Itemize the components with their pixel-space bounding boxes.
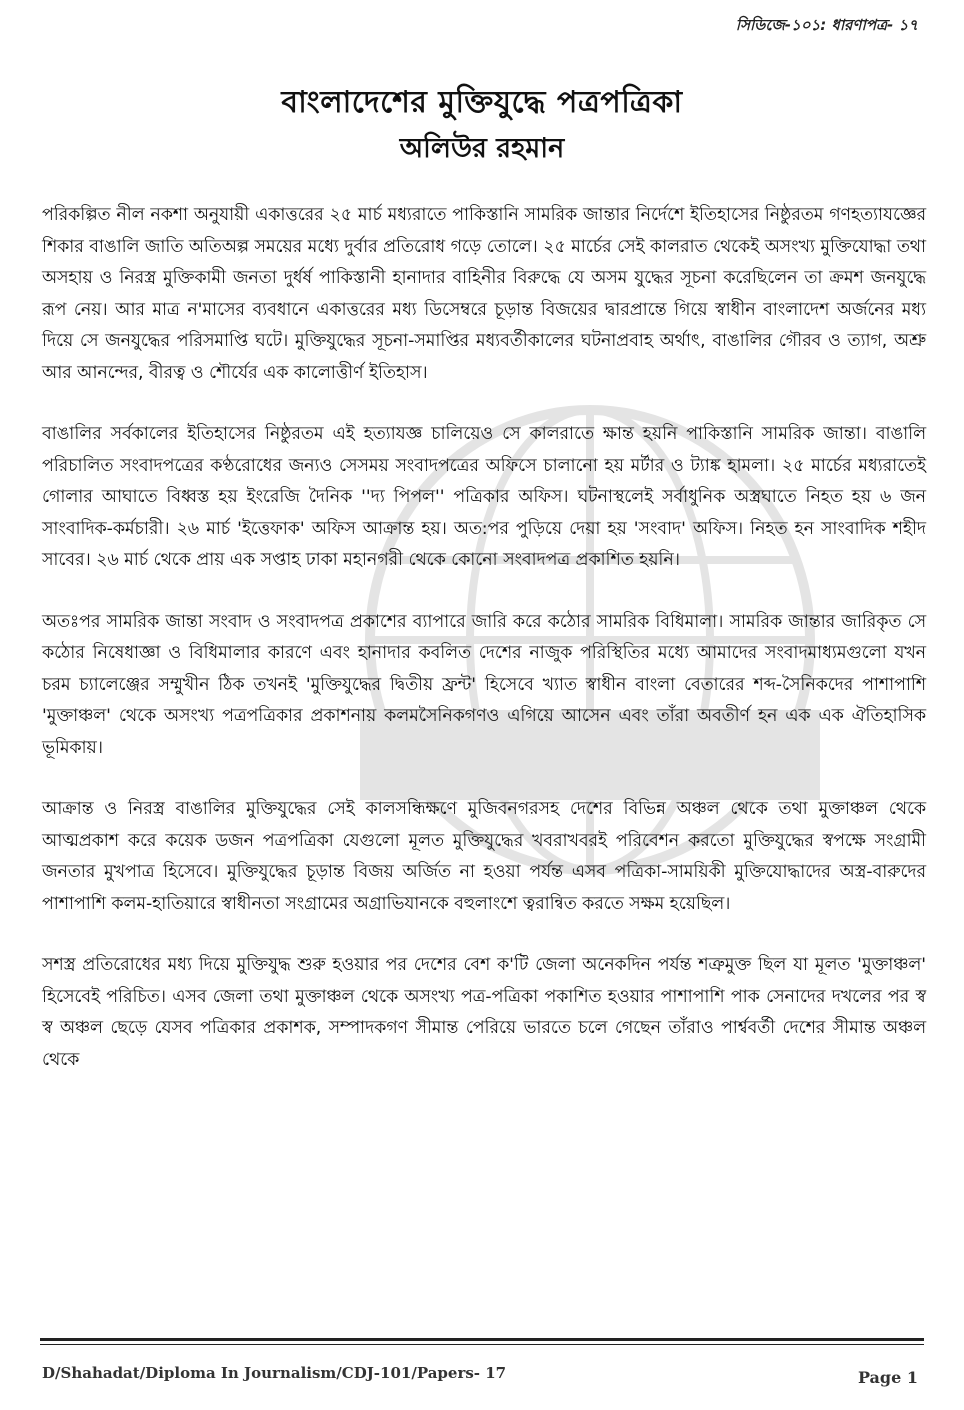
article-body xyxy=(42,200,926,1106)
footer-document-path: D/Shahadat/Diploma In Journalism/CDJ-101/Papers- 17 xyxy=(42,1364,507,1382)
header-course-tag: সিডিজে-১০১: ধারণাপত্র- ১৭ xyxy=(735,16,918,34)
page-title: বাংলাদেশের মুক্তিযুদ্ধে পত্রপত্রিকা xyxy=(281,85,683,120)
author-name: অলিউর রহমান xyxy=(399,133,565,164)
footer-divider-thin xyxy=(40,1344,924,1345)
page-number: Page 1 xyxy=(857,1368,918,1387)
paragraph: পরিকল্পিত নীল নকশা অনুযায়ী একাত্তরের ২৫ মার্চ মধ্যরাতে পাকিস্তানি সামরিক জান্তার নির্দেশে ইতিহাসের নিষ্ঠুরতম গণহত্যাযজ্ঞের শিকার বাঙালি জাতি অতিঅল্প সময়ের মধ্যে দুর্বার প্রতিরোধ গড়ে তোলে। ২৫ মার্চের সেই কালরাত থেকেই অসংখ্য মুক্তিযোদ্ধা তথা অসহায় ও নিরস্ত্র মুক্তিকামী জনতা দুর্ধর্ষ পাকিস্তানী হানাদার বাহিনীর বিরুদ্ধে যে অসম যুদ্ধের সূচনা করেছিলেন তা ক্রমশ জনযুদ্ধে রূপ নেয়। আর মাত্র ন'মাসের ব্যবধানে একাত্তরের মধ্য ডিসেম্বরে চূড়ান্ত বিজয়ের দ্বারপ্রান্তে গিয়ে স্বাধীন বাংলাদেশ অর্জনের মধ্য দিয়ে সে জনযুদ্ধের পরিসমাপ্তি ঘটে। মুক্তিযুদ্ধের সূচনা-সমাপ্তির মধ্যবর্তীকালের ঘটনাপ্রবাহ অর্থাৎ, বাঙালির গৌরব ও ত্যাগ, অশ্রু আর আনন্দের, বীরত্ব ও শৌর্যের এক কালোত্তীর্ণ ইতিহাস। xyxy=(42,205,926,383)
paragraph: অতঃপর সামরিক জান্তা সংবাদ ও সংবাদপত্র প্রকাশের ব্যাপারে জারি করে কঠোর সামরিক বিধিমালা। সামরিক জান্তার জারিকৃত সে কঠোর নিষেধাজ্ঞা ও বিধিমালার কারণে এবং হানাদার কবলিত দেশের নাজুক পরিস্থিতির মধ্যে আমাদের সংবাদমাধ্যমগুলো যখন চরম চ্যালেঞ্জের সম্মুখীন ঠিক তখনই 'মুক্তিযুদ্ধের দ্বিতীয় ফ্রন্ট' হিসেবে খ্যাত স্বাধীন বাংলা বেতারের শব্দ-সৈনিকদের পাশাপাশি 'মুক্তাঞ্চল' থেকে অসংখ্য পত্রপত্রিকার প্রকাশনায় কলমসৈনিকগণও এগিয়ে আসেন এবং তাঁরা অবতীর্ণ হন এক এক ঐতিহাসিক ভূমিকায়। xyxy=(42,611,926,758)
paragraph: বাঙালির সর্বকালের ইতিহাসের নিষ্ঠুরতম এই হত্যাযজ্ঞ চালিয়েও সে কালরাতে ক্ষান্ত হয়নি পাকিস্তানি সামরিক জান্তা। বাঙালি পরিচালিত সংবাদপত্রের কণ্ঠরোধের জন্যও সেসময় সংবাদপত্রের অফিসে চালানো হয় মর্টার ও ট্যাঙ্ক হামলা। ২৫ মার্চের মধ্যরাতেই গোলার আঘাতে বিধ্বস্ত হয় ইংরেজি দৈনিক ''দ্য পিপল'' পত্রিকার অফিস। ঘটনাস্থলেই সর্বাধুনিক অস্ত্রঘাতে নিহত হয় ৬ জন সাংবাদিক-কর্মচারী। ২৬ মার্চ 'ইত্তেফাক' অফিস আক্রান্ত হয়। অত:পর পুড়িয়ে দেয়া হয় 'সংবাদ' অফিস। নিহত হন সাংবাদিক শহীদ সাবের। ২৬ মার্চ থেকে প্রায় এক সপ্তাহ ঢাকা মহানগরী থেকে কোনো সংবাদপত্র প্রকাশিত হয়নি। xyxy=(42,424,926,570)
paragraph: আক্রান্ত ও নিরস্ত্র বাঙালির মুক্তিযুদ্ধের সেই কালসন্ধিক্ষণে মুজিবনগরসহ দেশের বিভিন্ন অঞ্চল থেকে তথা মুক্তাঞ্চল থেকে আত্মপ্রকাশ করে কয়েক ডজন পত্রপত্রিকা যেগুলো মূলত মুক্তিযুদ্ধের খবরাখবরই পরিবেশন করতো মুক্তিযুদ্ধের স্বপক্ষে সংগ্রামী জনতার মুখপাত্র হিসেবে। মুক্তিযুদ্ধের চূড়ান্ত বিজয় অর্জিত না হওয়া পর্যন্ত এসব পত্রিকা-সাময়িকী মুক্তিযোদ্ধাদের অস্ত্র-বারুদের পাশাপাশি কলম-হাতিয়ারে স্বাধীনতা সংগ্রামের অগ্রাভিযানকে বহুলাংশে ত্বরান্বিত করতে সক্ষম হয়েছিল। xyxy=(42,799,926,914)
footer-divider xyxy=(40,1338,924,1341)
paragraph: সশস্ত্র প্রতিরোধের মধ্য দিয়ে মুক্তিযুদ্ধ শুরু হওয়ার পর দেশের বেশ ক'টি জেলা অনেকদিন পর্যন্ত শত্রুমুক্ত ছিল যা মূলত 'মুক্তাঞ্চল' হিসেবেই পরিচিত। এসব জেলা তথা মুক্তাঞ্চল থেকে অসংখ্য পত্র-পত্রিকা পকাশিত হওয়ার পাশাপাশি পাক সেনাদের দখলের পর স্ব স্ব অঞ্চল ছেড়ে যেসব পত্রিকার প্রকাশক, সম্পাদকগণ সীমান্ত পেরিয়ে ভারতে চলে গেছেন তাঁরাও পার্শ্ববর্তী দেশের সীমান্ত অঞ্চল থেকে xyxy=(42,955,926,1070)
